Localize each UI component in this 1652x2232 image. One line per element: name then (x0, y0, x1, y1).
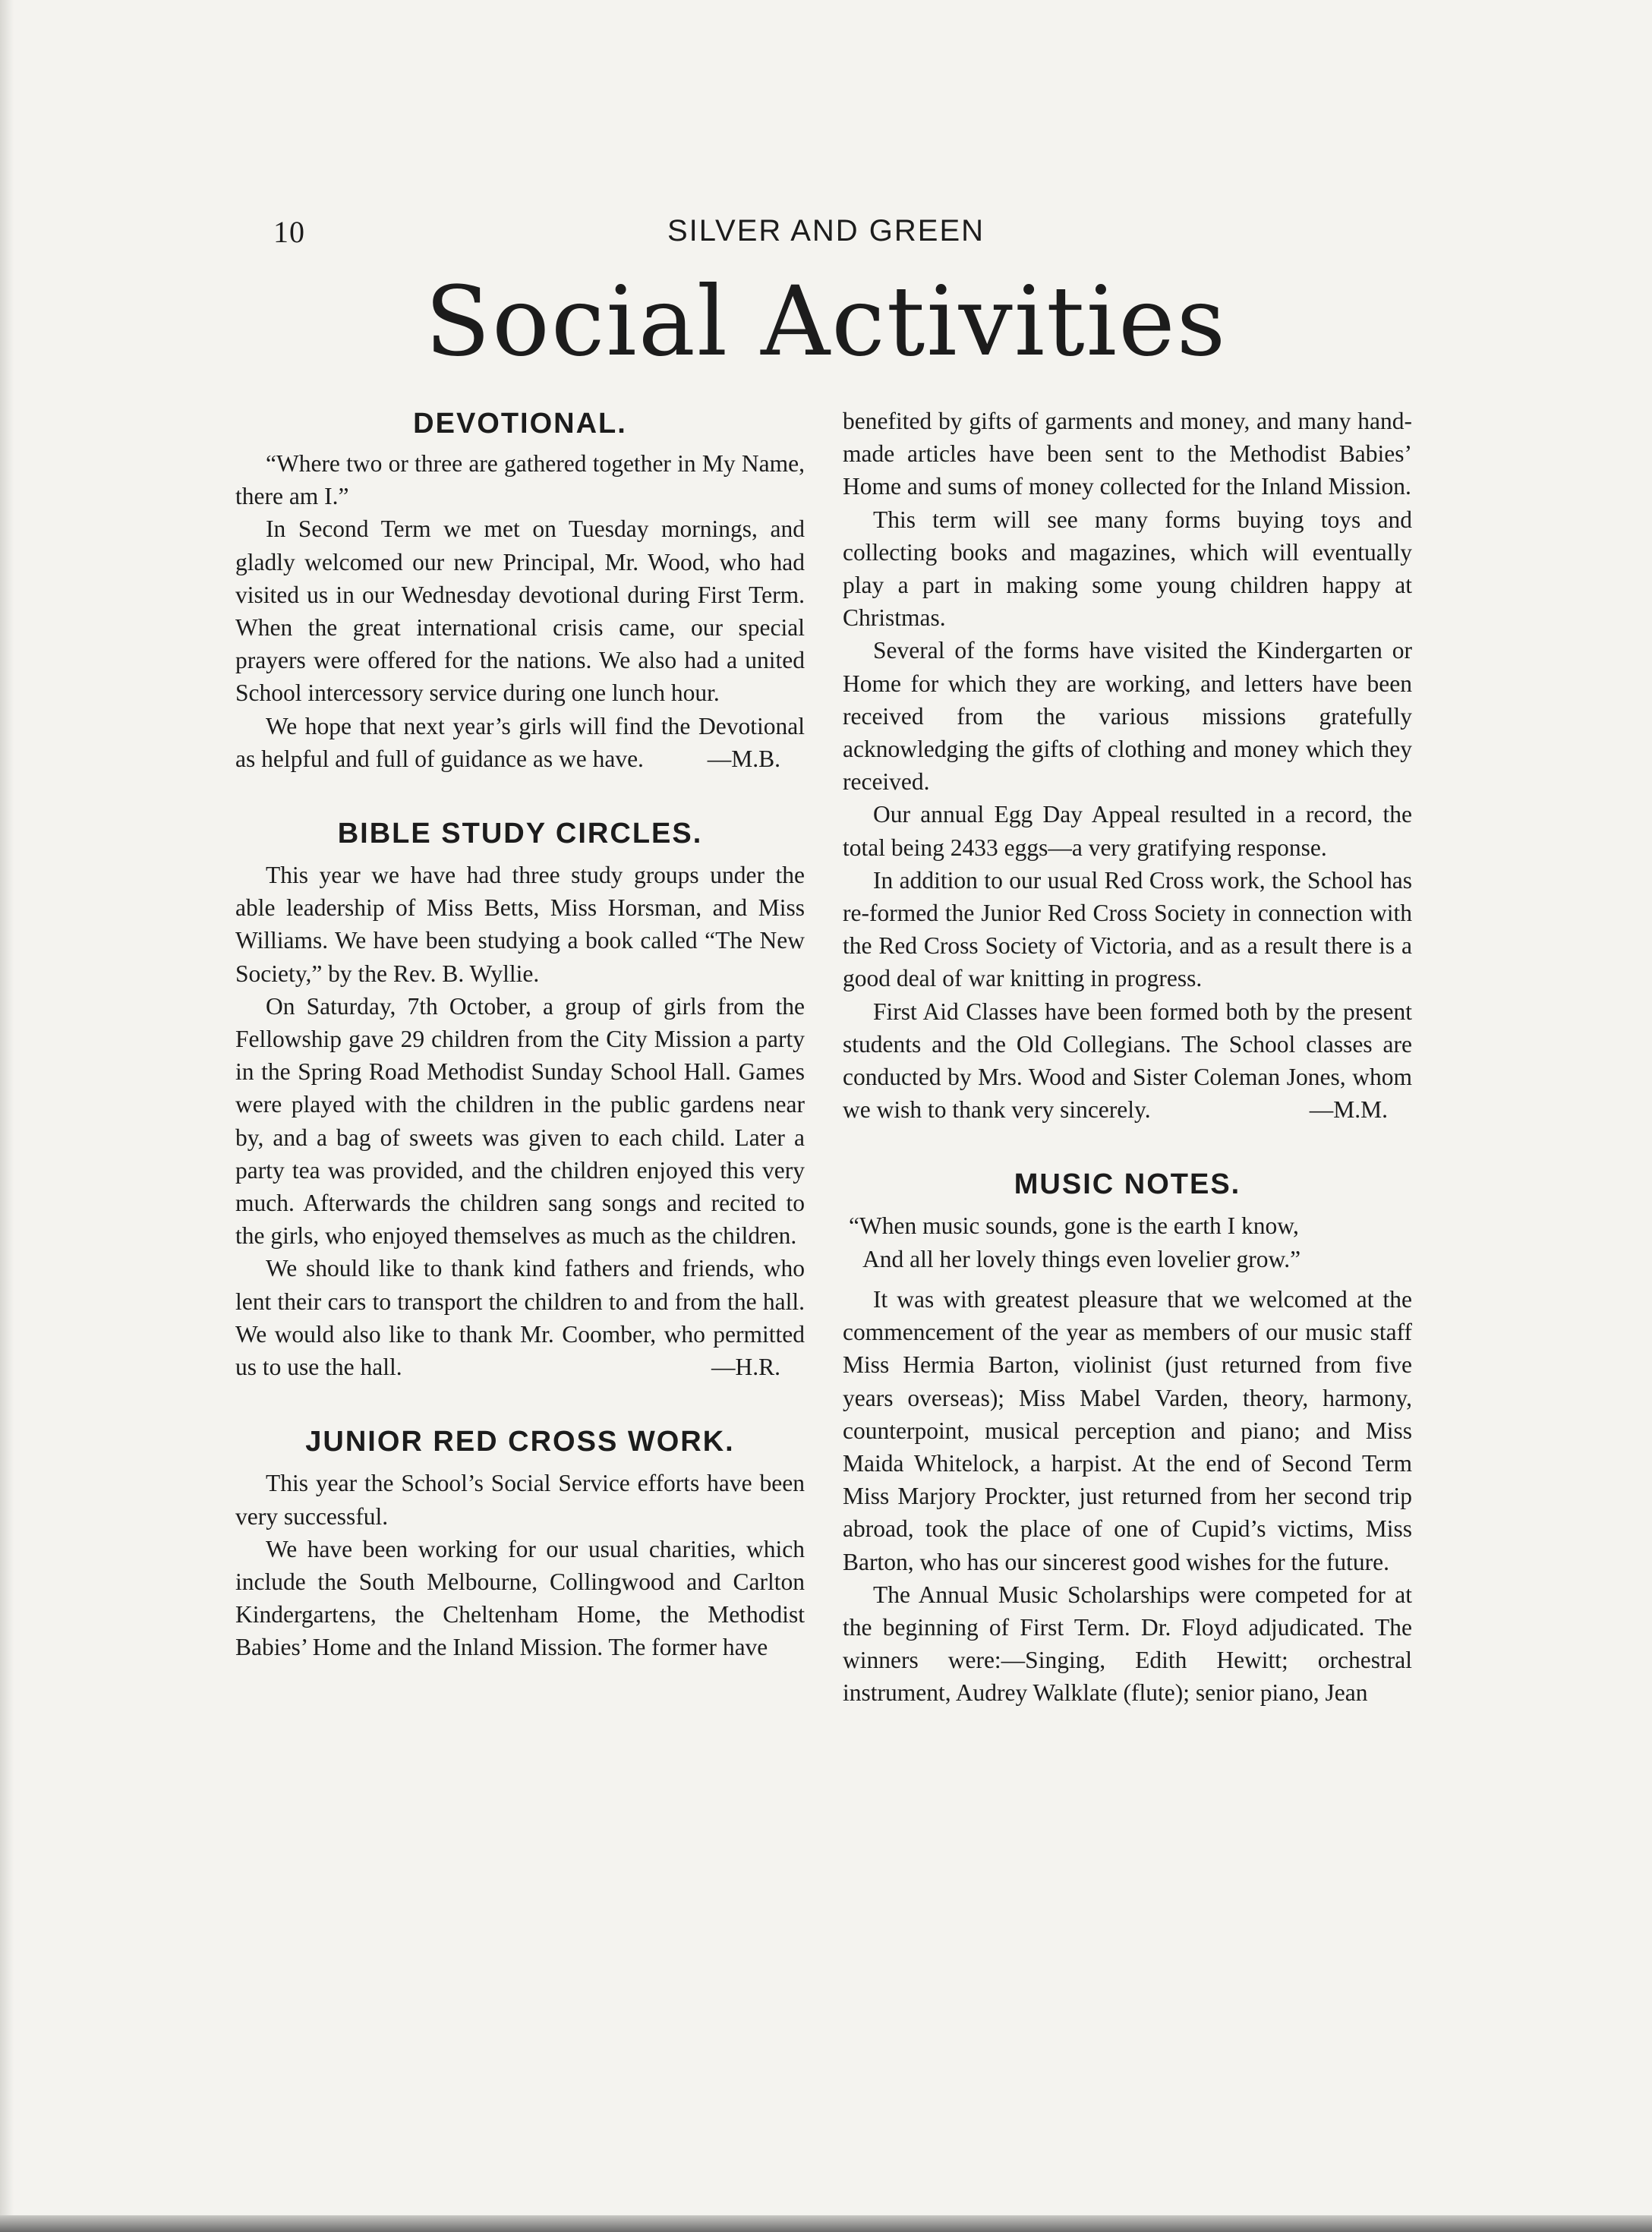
red-cross-paragraph: This term will see many forms buying toys and collecting books and magazines, which will eventually play a part in making some young children happy at Christmas. (843, 506, 1412, 632)
right-column (843, 405, 1412, 1710)
music-paragraph: The Annual Music Scholarships were competed for at the beginning of First Term. Dr. Floyd adjudicated. The winners were:—Singing, Edith Hewitt; orchestral instrument, Audrey Walklate (flute); senior piano, Jean (843, 1581, 1412, 1707)
devotional-paragraph: We hope that next year’s girls will find the Devotional as helpful and full of guidance as we have. (235, 712, 805, 772)
running-head: SILVER AND GREEN (667, 214, 985, 247)
page-title: Social Activities (424, 266, 1228, 377)
bible-study-heading: BIBLE STUDY CIRCLES. (337, 818, 703, 850)
devotional-paragraph: In Second Term we met on Tuesday mornings, and gladly welcomed our new Principal, Mr. Wood, who had visited us in our Wednesday devotional during First Term. When the great international crisis came, our special prayers were offered for the nations. We also had a united School intercessory service during one lunch hour. (235, 515, 805, 707)
devotional-signature: —M.B. (707, 745, 780, 772)
music-paragraph: It was with greatest pleasure that we welcomed at the commencement of the year as members of our music staff Miss Hermia Barton, violinist (just returned from five years overseas); Miss Mabel Varden, theory, harmony, counterpoint, musical perception and piano; and Miss Maida Whitelock, a harpist. At the end of Second Term Miss Marjory Prockter, just returned from her second trip abroad, took the place of one of Cupid’s victims, Miss Barton, who has our sincerest good wishes for the future. (843, 1285, 1412, 1575)
red-cross-paragraph: In addition to our usual Red Cross work, the School has re-formed the Junior Red Cross Society in connection with the Red Cross Society of Victoria, and as a result there is a good deal of war knitting in progress. (843, 866, 1412, 992)
left-column (235, 405, 805, 1664)
bible-study-paragraph: We should like to thank kind fathers and friends, who lent their cars to transport the children to and from the hall. We would also like to thank Mr. Coomber, who permitted us to use the hall. (235, 1255, 805, 1381)
bible-study-paragraph: On Saturday, 7th October, a group of girls from the Fellowship gave 29 children from the City Mission a party in the Spring Road Methodist Sunday School Hall. Games were played with the children in the public gardens near by, and a bag of sweets was given to each child. Later a party tea was provided, and the children enjoyed this very much. Afterwards the children sang songs and recited to the girls, who enjoyed themselves as much as the children. (235, 992, 805, 1250)
red-cross-paragraph: First Aid Classes have been formed both by the present students and the Old Collegians. The School classes are conducted by Mrs. Wood and Sister Coleman Jones, whom we wish to thank very sincerely. (843, 998, 1412, 1124)
red-cross-paragraph: Our annual Egg Day Appeal resulted in a record, the total being 2433 eggs—a very gratifying response. (843, 801, 1412, 861)
devotional-heading: DEVOTIONAL. (413, 408, 627, 440)
bible-study-signature: —H.R. (711, 1354, 780, 1381)
page-number: 10 (273, 215, 305, 249)
red-cross-paragraph: Several of the forms have visited the Kindergarten or Home for which they are working, and letters have been received from the various missions gratefully acknowledging the gifts of clothing and money which they received. (843, 637, 1412, 796)
page-bottom-edge (0, 2215, 1652, 2232)
devotional-quote: “Where two or three are gathered together in My Name, there am I.” (235, 450, 805, 510)
music-quote-line: “When music sounds, gone is the earth I know, (849, 1212, 1299, 1240)
music-quote (843, 1209, 1412, 1275)
red-cross-paragraph: We have been working for our usual charities, which include the South Melbourne, Collingwood and Carlton Kindergartens, the Cheltenham Home, the Methodist Babies’ Home and the Inland Mission. The former have (235, 1535, 805, 1661)
red-cross-signature: —M.M. (1309, 1096, 1388, 1124)
bible-study-paragraph: This year we have had three study groups under the able leadership of Miss Betts, Miss Horsman, and Miss Williams. We have been studying a book called “The New Society,” by the Rev. B. Wyllie. (235, 862, 805, 987)
red-cross-paragraph: benefited by gifts of garments and money, and many hand-made articles have been sent to the Methodist Babies’ Home and sums of money collected for the Inland Mission. (843, 408, 1412, 500)
music-notes-heading: MUSIC NOTES. (1014, 1168, 1241, 1201)
red-cross-paragraph: This year the School’s Social Service efforts have been very successful. (235, 1470, 805, 1530)
red-cross-heading: JUNIOR RED CROSS WORK. (305, 1426, 735, 1458)
music-quote-line: And all her lovely things even lovelier grow.” (862, 1245, 1301, 1272)
